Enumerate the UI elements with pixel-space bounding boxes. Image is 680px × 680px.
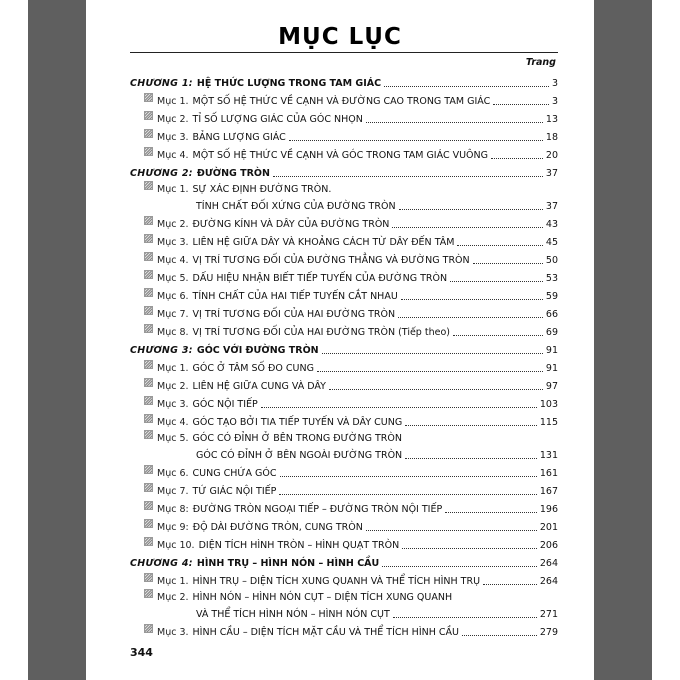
toc-section-row bbox=[130, 231, 558, 249]
toc-chapter-row bbox=[130, 72, 558, 90]
bullet-square-icon bbox=[144, 519, 153, 528]
dot-leader bbox=[405, 458, 537, 459]
section-page: 59 bbox=[545, 291, 558, 302]
toc-section-row bbox=[130, 267, 558, 285]
chapter-title: ĐƯỜNG TRÒN bbox=[196, 168, 270, 179]
dot-leader bbox=[402, 548, 537, 549]
dot-leader bbox=[382, 566, 537, 567]
toc-chapter-row bbox=[130, 552, 558, 570]
dot-leader bbox=[462, 635, 537, 636]
chapter-title: HÌNH TRỤ – HÌNH NÓN – HÌNH CẦU bbox=[196, 558, 380, 569]
dot-leader bbox=[366, 530, 537, 531]
section-page: 53 bbox=[545, 273, 558, 284]
section-title: VỊ TRÍ TƯƠNG ĐỐI CỦA HAI ĐƯỜNG TRÒN bbox=[192, 309, 396, 320]
bullet-square-icon bbox=[144, 306, 153, 315]
section-label bbox=[144, 378, 326, 393]
bullet-square-icon bbox=[144, 234, 153, 243]
section-page: 161 bbox=[539, 468, 558, 479]
section-label bbox=[144, 501, 442, 516]
section-title: MỘT SỐ HỆ THỨC VỀ CẠNH VÀ ĐƯỜNG CAO TRONG TAM GIÁC bbox=[192, 96, 491, 107]
section-label bbox=[144, 396, 258, 411]
dot-leader bbox=[329, 389, 543, 390]
chapter-page: 91 bbox=[545, 345, 558, 356]
toc-chapter-row bbox=[130, 162, 558, 180]
section-label bbox=[144, 288, 398, 303]
bullet-square-icon bbox=[144, 414, 153, 423]
section-page: 279 bbox=[539, 627, 558, 638]
dot-leader bbox=[279, 494, 536, 495]
bullet-square-icon bbox=[144, 93, 153, 102]
left-margin-band bbox=[28, 0, 86, 680]
chapter-number: CHƯƠNG 1: bbox=[130, 78, 193, 89]
section-page: 206 bbox=[539, 540, 558, 551]
section-title: SỰ XÁC ĐỊNH ĐƯỜNG TRÒN. bbox=[192, 184, 332, 195]
dot-leader bbox=[366, 122, 543, 123]
right-margin-band bbox=[594, 0, 652, 680]
page-number: 344 bbox=[130, 646, 153, 659]
dot-leader bbox=[473, 263, 543, 264]
section-title: MỘT SỐ HỆ THỨC VỀ CẠNH VÀ GÓC TRONG TAM GIÁC VUÔNG bbox=[192, 150, 488, 161]
section-page: 97 bbox=[545, 381, 558, 392]
chapter-number: CHƯƠNG 3: bbox=[130, 345, 193, 356]
section-number: Mục 2. bbox=[157, 381, 189, 392]
section-label bbox=[144, 129, 286, 144]
toc-section-row bbox=[130, 570, 558, 588]
toc-section-row bbox=[130, 411, 558, 429]
section-label bbox=[144, 252, 470, 267]
chapter-page: 37 bbox=[545, 168, 558, 179]
section-number: Mục 8. bbox=[157, 327, 189, 338]
section-title: TỈ SỐ LƯỢNG GIÁC CỦA GÓC NHỌN bbox=[192, 114, 363, 125]
section-number: Mục 6. bbox=[157, 291, 189, 302]
section-number: Mục 1. bbox=[157, 184, 189, 195]
dot-leader bbox=[453, 335, 543, 336]
toc-section-row bbox=[130, 498, 558, 516]
section-number: Mục 4. bbox=[157, 417, 189, 428]
section-page: 37 bbox=[545, 201, 558, 212]
dot-leader bbox=[491, 158, 543, 159]
section-title: ĐƯỜNG KÍNH VÀ DÂY CỦA ĐƯỜNG TRÒN bbox=[192, 219, 390, 230]
dot-leader bbox=[289, 140, 543, 141]
section-number: Mục 1. bbox=[157, 576, 189, 587]
section-title-continued: TÍNH CHẤT ĐỐI XỨNG CỦA ĐƯỜNG TRÒN bbox=[196, 201, 396, 212]
section-label bbox=[144, 483, 276, 498]
bullet-square-icon bbox=[144, 501, 153, 510]
section-title: TÍNH CHẤT CỦA HAI TIẾP TUYẾN CẮT NHAU bbox=[192, 291, 398, 302]
chapter-label bbox=[130, 78, 381, 90]
dot-leader bbox=[273, 176, 543, 177]
section-title-continued: GÓC CÓ ĐỈNH Ở BÊN NGOÀI ĐƯỜNG TRÒN bbox=[196, 450, 403, 461]
section-number: Mục 10. bbox=[157, 540, 195, 551]
section-title: HÌNH TRỤ – DIỆN TÍCH XUNG QUANH VÀ THỂ TÍCH HÌNH TRỤ bbox=[192, 576, 481, 587]
section-label bbox=[144, 270, 447, 285]
chapter-number: CHƯƠNG 4: bbox=[130, 558, 193, 569]
dot-leader bbox=[405, 425, 537, 426]
toc-section-row bbox=[130, 303, 558, 321]
section-page: 69 bbox=[545, 327, 558, 338]
dot-leader bbox=[393, 617, 537, 618]
section-page: 91 bbox=[545, 363, 558, 374]
section-title: HÌNH CẦU – DIỆN TÍCH MẶT CẦU VÀ THỂ TÍCH HÌNH CẦU bbox=[192, 627, 459, 638]
section-label bbox=[144, 306, 395, 321]
section-label bbox=[144, 414, 402, 429]
dot-leader bbox=[322, 353, 543, 354]
section-page: 264 bbox=[539, 576, 558, 587]
section-number: Mục 3. bbox=[157, 399, 189, 410]
dot-leader bbox=[445, 512, 537, 513]
dot-leader bbox=[401, 299, 543, 300]
section-number: Mục 9: bbox=[157, 522, 189, 533]
toc-section-row bbox=[130, 180, 558, 196]
section-label bbox=[144, 465, 277, 480]
section-title: GÓC Ở TÂM SỐ ĐO CUNG bbox=[192, 363, 314, 374]
section-label bbox=[144, 589, 452, 604]
section-label bbox=[144, 573, 480, 588]
bullet-square-icon bbox=[144, 252, 153, 261]
section-title: LIÊN HỆ GIỮA DÂY VÀ KHOẢNG CÁCH TỪ DÂY ĐẾN TÂM bbox=[192, 237, 455, 248]
bullet-square-icon bbox=[144, 288, 153, 297]
section-title: ĐƯỜNG TRÒN NGOẠI TIẾP – ĐƯỜNG TRÒN NỘI TIẾP bbox=[192, 504, 443, 515]
section-number: Mục 1. bbox=[157, 96, 189, 107]
bullet-square-icon bbox=[144, 181, 153, 190]
section-label bbox=[144, 537, 399, 552]
book-page bbox=[86, 0, 594, 680]
section-label bbox=[144, 360, 314, 375]
section-page: 43 bbox=[545, 219, 558, 230]
chapter-label bbox=[130, 558, 379, 570]
section-title-continued: VÀ THỂ TÍCH HÌNH NÓN – HÌNH NÓN CỤT bbox=[196, 609, 390, 620]
section-title: BẢNG LƯỢNG GIÁC bbox=[192, 132, 286, 143]
chapter-page: 264 bbox=[539, 558, 558, 569]
chapter-title: GÓC VỚI ĐƯỜNG TRÒN bbox=[196, 345, 319, 356]
section-label bbox=[144, 324, 450, 339]
bullet-square-icon bbox=[144, 270, 153, 279]
section-title: DIỆN TÍCH HÌNH TRÒN – HÌNH QUẠT TRÒN bbox=[198, 540, 400, 551]
toc-section-row bbox=[130, 126, 558, 144]
bullet-square-icon bbox=[144, 396, 153, 405]
section-title: VỊ TRÍ TƯƠNG ĐỐI CỦA HAI ĐƯỜNG TRÒN (Tiếp theo) bbox=[192, 327, 450, 338]
section-label bbox=[144, 181, 331, 196]
toc-section-row bbox=[130, 480, 558, 498]
toc-section-row bbox=[130, 144, 558, 162]
section-title: VỊ TRÍ TƯƠNG ĐỐI CỦA ĐƯỜNG THẲNG VÀ ĐƯỜNG TRÒN bbox=[192, 255, 470, 266]
toc-section-row bbox=[130, 588, 558, 604]
chapter-page: 3 bbox=[551, 78, 558, 89]
section-page: 13 bbox=[545, 114, 558, 125]
toc-section-row bbox=[130, 462, 558, 480]
toc-section-row bbox=[130, 249, 558, 267]
section-page: 167 bbox=[539, 486, 558, 497]
section-number: Mục 3. bbox=[157, 132, 189, 143]
section-number: Mục 2. bbox=[157, 114, 189, 125]
dot-leader bbox=[450, 281, 543, 282]
section-page: 18 bbox=[545, 132, 558, 143]
bullet-square-icon bbox=[144, 147, 153, 156]
dot-leader bbox=[398, 317, 543, 318]
dot-leader bbox=[261, 407, 537, 408]
bullet-square-icon bbox=[144, 378, 153, 387]
toc-section-row bbox=[130, 621, 558, 639]
bullet-square-icon bbox=[144, 624, 153, 633]
dot-leader bbox=[457, 245, 542, 246]
section-title: ĐỘ DÀI ĐƯỜNG TRÒN, CUNG TRÒN bbox=[192, 522, 363, 533]
page-title: MỤC LỤC bbox=[278, 24, 402, 50]
section-title: CUNG CHỨA GÓC bbox=[192, 468, 277, 479]
bullet-square-icon bbox=[144, 129, 153, 138]
bullet-square-icon bbox=[144, 216, 153, 225]
section-number: Mục 3. bbox=[157, 627, 189, 638]
bullet-square-icon bbox=[144, 483, 153, 492]
bullet-square-icon bbox=[144, 537, 153, 546]
section-title: GÓC CÓ ĐỈNH Ở BÊN TRONG ĐƯỜNG TRÒN bbox=[192, 433, 402, 444]
toc-section-row bbox=[130, 516, 558, 534]
toc-section-row bbox=[130, 375, 558, 393]
section-page: 115 bbox=[539, 417, 558, 428]
dot-leader bbox=[384, 86, 549, 87]
bullet-square-icon bbox=[144, 111, 153, 120]
toc-section-row bbox=[130, 534, 558, 552]
trang-column-label: Trang bbox=[525, 57, 556, 68]
toc-section-continuation-row bbox=[130, 445, 558, 462]
section-title: LIÊN HỆ GIỮA CUNG VÀ DÂY bbox=[192, 381, 326, 392]
section-title: GÓC NỘI TIẾP bbox=[192, 399, 258, 410]
bullet-square-icon bbox=[144, 465, 153, 474]
section-title: TỨ GIÁC NỘI TIẾP bbox=[192, 486, 277, 497]
bullet-square-icon bbox=[144, 324, 153, 333]
section-number: Mục 4. bbox=[157, 150, 189, 161]
section-page: 45 bbox=[545, 237, 558, 248]
toc-section-row bbox=[130, 213, 558, 231]
section-page: 3 bbox=[551, 96, 558, 107]
section-label bbox=[144, 147, 488, 162]
toc-chapter-row bbox=[130, 339, 558, 357]
section-title: DẤU HIỆU NHẬN BIẾT TIẾP TUYẾN CỦA ĐƯỜNG TRÒN bbox=[192, 273, 448, 284]
toc-section-continuation-row bbox=[130, 604, 558, 621]
chapter-number: CHƯƠNG 2: bbox=[130, 168, 193, 179]
section-number: Mục 5. bbox=[157, 433, 189, 444]
dot-leader bbox=[399, 209, 543, 210]
bullet-square-icon bbox=[144, 589, 153, 598]
section-page: 50 bbox=[545, 255, 558, 266]
toc-section-continuation-row bbox=[130, 196, 558, 213]
bullet-square-icon bbox=[144, 360, 153, 369]
section-page: 196 bbox=[539, 504, 558, 515]
section-page: 103 bbox=[539, 399, 558, 410]
dot-leader bbox=[493, 104, 549, 105]
dot-leader bbox=[280, 476, 537, 477]
bullet-square-icon bbox=[144, 573, 153, 582]
section-number: Mục 5. bbox=[157, 273, 189, 284]
section-label bbox=[144, 93, 490, 108]
section-number: Mục 1. bbox=[157, 363, 189, 374]
section-title: GÓC TẠO BỞI TIA TIẾP TUYẾN VÀ DÂY CUNG bbox=[192, 417, 403, 428]
toc-section-row bbox=[130, 357, 558, 375]
section-label bbox=[144, 430, 402, 445]
section-page: 201 bbox=[539, 522, 558, 533]
section-number: Mục 7. bbox=[157, 486, 189, 497]
dot-leader bbox=[317, 371, 543, 372]
section-number: Mục 7. bbox=[157, 309, 189, 320]
bullet-square-icon bbox=[144, 430, 153, 439]
chapter-label bbox=[130, 345, 319, 357]
section-number: Mục 3. bbox=[157, 237, 189, 248]
toc-section-row bbox=[130, 285, 558, 303]
section-page: 271 bbox=[539, 609, 558, 620]
section-number: Mục 4. bbox=[157, 255, 189, 266]
section-number: Mục 8: bbox=[157, 504, 189, 515]
section-page: 20 bbox=[545, 150, 558, 161]
toc-section-row bbox=[130, 429, 558, 445]
section-label bbox=[144, 519, 363, 534]
section-title: HÌNH NÓN – HÌNH NÓN CỤT – DIỆN TÍCH XUNG QUANH bbox=[192, 592, 453, 603]
toc-section-row bbox=[130, 393, 558, 411]
section-label bbox=[144, 624, 459, 639]
toc-section-row bbox=[130, 90, 558, 108]
section-page: 131 bbox=[539, 450, 558, 461]
section-label bbox=[144, 234, 454, 249]
section-page: 66 bbox=[545, 309, 558, 320]
section-number: Mục 2. bbox=[157, 219, 189, 230]
toc-section-row bbox=[130, 321, 558, 339]
table-of-contents bbox=[130, 72, 558, 639]
section-label bbox=[144, 216, 389, 231]
chapter-title: HỆ THỨC LƯỢNG TRONG TAM GIÁC bbox=[196, 78, 382, 89]
dot-leader bbox=[392, 227, 542, 228]
title-underline bbox=[130, 52, 558, 53]
dot-leader bbox=[483, 584, 537, 585]
section-label bbox=[144, 111, 363, 126]
toc-section-row bbox=[130, 108, 558, 126]
section-number: Mục 2. bbox=[157, 592, 189, 603]
section-number: Mục 6. bbox=[157, 468, 189, 479]
chapter-label bbox=[130, 168, 270, 180]
